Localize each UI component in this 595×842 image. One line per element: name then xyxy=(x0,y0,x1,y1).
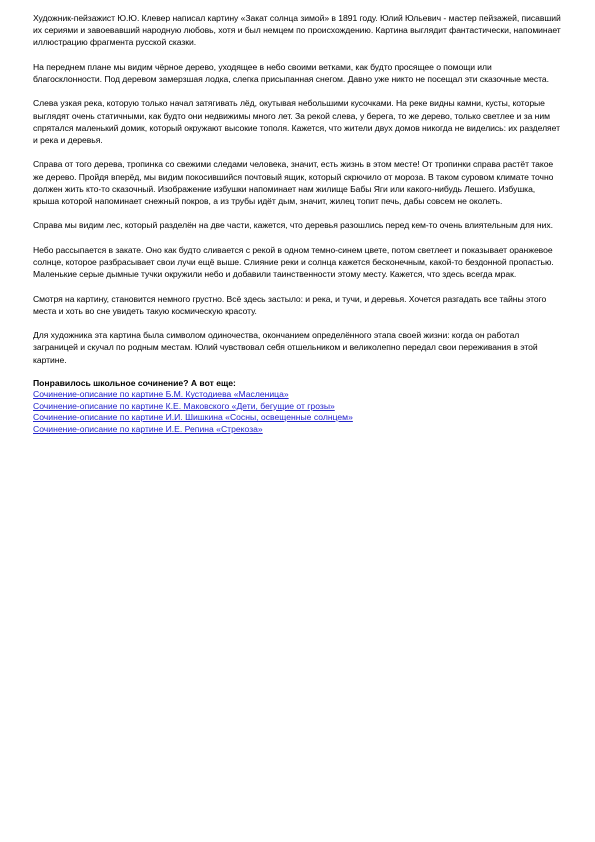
recommendations-list xyxy=(33,389,563,435)
list-item xyxy=(33,401,563,412)
article-paragraph: Справа от того дерева, тропинка со свежими следами человека, значит, есть жизнь в этом месте! От тропинки справа растёт такое же дерево. Пройдя вперёд, мы видим покосившийся почтовый ящик, который скрючило от мороза. В таком суровом климате точно должен жить кто-то сказочный. Изображение избушки напоминает нам жилище Бабы Яги или какого-нибудь Лешего. Избушка, крыша которой напоминает снежный покров, а из трубы идёт дым, значит, жилец топит печь, дабы совсем не околеть. xyxy=(33,159,554,206)
recommendation-link[interactable]: Сочинение-описание по картине Б.М. Кустодиева «Масленица» xyxy=(33,389,289,400)
article-body xyxy=(33,12,563,366)
recommendation-link[interactable]: Сочинение-описание по картине И.Е. Репина «Стрекоза» xyxy=(33,423,263,434)
article-paragraph: Небо рассыпается в закате. Оно как будто сливается с рекой в одном темно-синем цвете, потом светлеет и показывает оранжевое солнце, которое разбрасывает свои лучи ещё выше. Слияние реки и солнца кажется бесконечным, какой-то бездонной пропастью. Маленькие серые дымные тучки окружили небо и добавили таинственности этому месту. Кажется, что здесь всегда мрак. xyxy=(33,244,554,280)
list-item xyxy=(33,424,563,435)
article-paragraph: Справа мы видим лес, который разделён на две части, кажется, что деревья разошлись перед кем-то очень влиятельным для них. xyxy=(33,220,553,231)
list-item xyxy=(33,412,563,423)
recommendations-heading: Понравилось школьное сочинение? А вот еще: xyxy=(33,377,236,388)
article-paragraph: Слева узкая река, которую только начал затягивать лёд, окутывая небольшими кусочками. На реке видны камни, кусты, которые выглядят очень статичными, как будто они недвижимы много лет. За рекой слева, у берега, то же дерево, только светлее и за ним спрятался маленький домик, который окружают высокие тополя. Кажется, что жители двух домов никогда не виделись: их разделяет и река и деревья. xyxy=(33,98,560,145)
article-paragraph: На переднем плане мы видим чёрное дерево, уходящее в небо своими ветками, как будто просящее о помощи или благосклонности. Под деревом замерзшая лодка, слегка присыпанная снегом. Давно уже никто не посещал эти сказочные места. xyxy=(33,61,549,84)
recommendation-link[interactable]: Сочинение-описание по картине К.Е. Маковского «Дети, бегущие от грозы» xyxy=(33,400,335,411)
document-page xyxy=(33,12,563,435)
article-paragraph: Смотря на картину, становится немного грустно. Всё здесь застыло: и река, и тучи, и деревья. Хочется разгадать все тайны этого места и хоть во сне увидеть такую космическую красоту. xyxy=(33,293,547,316)
list-item xyxy=(33,389,563,400)
recommendations-section xyxy=(33,378,563,435)
article-paragraph: Художник-пейзажист Ю.Ю. Клевер написал картину «Закат солнца зимой» в 1891 году. Юлий Юльевич - мастер пейзажей, писавший их сериями и завоевавший народную любовь, хотя и был немцем по происхождению. Картина выглядит фантастически, напоминает иллюстрацию фрагмента русской сказки. xyxy=(33,13,561,48)
article-paragraph: Для художника эта картина была символом одиночества, окончанием определённого этапа своей жизни: когда он работал заграницей и скучал по родным местам. Юлий чувствовал себя отшельником и великолепно передал свои переживания в этой картине. xyxy=(33,330,538,365)
recommendation-link[interactable]: Сочинение-описание по картине И.И. Шишкина «Сосны, освещенные солнцем» xyxy=(33,412,353,423)
